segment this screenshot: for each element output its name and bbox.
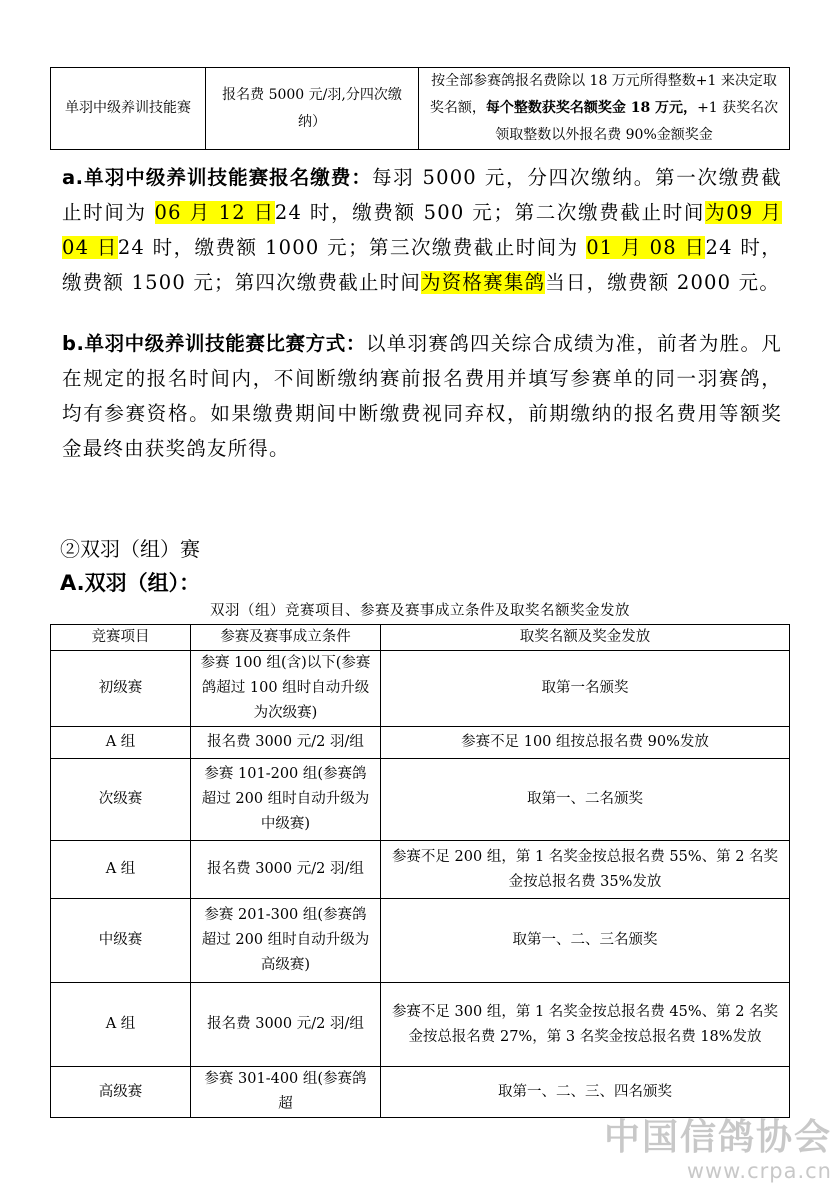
prize-text-2: +1 获奖名次领取整数以外报名费 90%金额奖金 [495, 100, 779, 143]
table-row [51, 68, 790, 150]
prize-cell [419, 68, 790, 150]
deadline-2-highlight: 09 月 04 日 [62, 201, 783, 259]
paragraph-b [62, 326, 782, 466]
table-row [51, 759, 790, 841]
watermark-name: 中国信鸽协会 [603, 1117, 832, 1158]
paragraph-a-text-1: 每羽 5000 元，分四次缴纳。第一次缴费截止时间为 [62, 166, 782, 224]
paragraph-a-text-5: 当日，缴费额 2000 元。 [545, 271, 781, 294]
table-row [51, 651, 790, 727]
prizes-cell: 取第一、二、三、四名颁奖 [381, 1067, 790, 1118]
prizes-cell: 取第一、二、三名颁奖 [381, 899, 790, 983]
sub-heading: A.双羽（组）： [60, 571, 201, 595]
header-event: 竞赛项目 [51, 625, 191, 651]
table-row [51, 1067, 790, 1118]
table-row [51, 841, 790, 899]
deadline-2-prefix-highlight: 为 [705, 201, 727, 224]
watermark [604, 1118, 832, 1184]
conditions-cell: 参赛 301-400 组(参赛鸽超 [191, 1067, 381, 1118]
prize-text-1: 按全部参赛鸽报名费除以 18 万元所得整数+1 来决定取奖名额， [429, 73, 777, 116]
table-caption: 双羽（组）竞赛项目、参赛及赛事成立条件及取奖名额奖金发放 [210, 603, 630, 619]
watermark-url: www.crpa.cn [686, 1159, 832, 1183]
prize-text-bold: 每个整数获奖名额奖金 18 万元， [485, 100, 698, 116]
main-table [50, 624, 790, 1118]
event-cell: A 组 [51, 841, 191, 899]
conditions-cell: 参赛 100 组(含)以下(参赛鸽超过 100 组时自动升级为次级赛) [191, 651, 381, 727]
event-cell: 高级赛 [51, 1067, 191, 1118]
event-cell: A 组 [51, 983, 191, 1067]
table-header-row [51, 625, 790, 651]
prizes-cell: 参赛不足 300 组，第 1 名奖金按总报名费 45%、第 2 名奖金按总报名费 27%，第 3 名奖金按总报名费 18%发放 [381, 983, 790, 1067]
paragraph-b-lead: b.单羽中级养训技能赛比赛方式： [62, 332, 366, 355]
event-cell: 中级赛 [51, 899, 191, 983]
event-cell: A 组 [51, 727, 191, 759]
conditions-cell: 报名费 3000 元/2 羽/组 [191, 841, 381, 899]
conditions-cell: 参赛 201-300 组(参赛鸽超过 200 组时自动升级为高级赛) [191, 899, 381, 983]
paragraph-a-lead: a.单羽中级养训技能赛报名缴费： [62, 166, 372, 189]
table-row [51, 727, 790, 759]
top-table [50, 67, 790, 150]
prizes-cell: 参赛不足 100 组按总报名费 90%发放 [381, 727, 790, 759]
deadline-3-highlight: 01 月 08 日 [586, 236, 706, 259]
event-cell: 单羽中级养训技能赛 [51, 68, 206, 150]
conditions-cell: 参赛 101-200 组(参赛鸽超过 200 组时自动升级为中级赛) [191, 759, 381, 841]
header-prizes: 取奖名额及奖金发放 [381, 625, 790, 651]
conditions-cell: 报名费 3000 元/2 羽/组 [191, 727, 381, 759]
table-row [51, 983, 790, 1067]
fee-cell: 报名费 5000 元/羽,分四次缴纳） [206, 68, 419, 150]
section-heading: ②双羽（组）赛 [60, 537, 200, 561]
prizes-cell: 取第一名颁奖 [381, 651, 790, 727]
table-row [51, 899, 790, 983]
prizes-cell: 取第一、二名颁奖 [381, 759, 790, 841]
event-cell: 次级赛 [51, 759, 191, 841]
paragraph-a-text-2: 24 时，缴费额 500 元；第二次缴费截止时间 [274, 201, 706, 224]
paragraph-a-text-4: 24 时，缴费额 1500 元；第四次缴费截止时间 [62, 236, 782, 294]
deadline-4-highlight: 为资格赛集鸽 [421, 271, 546, 294]
conditions-cell: 报名费 3000 元/2 羽/组 [191, 983, 381, 1067]
paragraph-b-text: 以单羽赛鸽四关综合成绩为准，前者为胜。凡在规定的报名时间内，不间断缴纳赛前报名费用并填写参赛单的同一羽赛鸽，均有参赛资格。如果缴费期间中断缴费视同弃权，前期缴纳的报名费用等额奖金最终由获奖鸽友所得。 [62, 332, 782, 460]
header-conditions: 参赛及赛事成立条件 [191, 625, 381, 651]
event-cell: 初级赛 [51, 651, 191, 727]
paragraph-a [62, 160, 782, 300]
prizes-cell: 参赛不足 200 组，第 1 名奖金按总报名费 55%、第 2 名奖金按总报名费 35%发放 [381, 841, 790, 899]
paragraph-a-text-3: 24 时，缴费额 1000 元；第三次缴费截止时间为 [117, 236, 587, 259]
deadline-1-highlight: 06 月 12 日 [154, 201, 275, 224]
